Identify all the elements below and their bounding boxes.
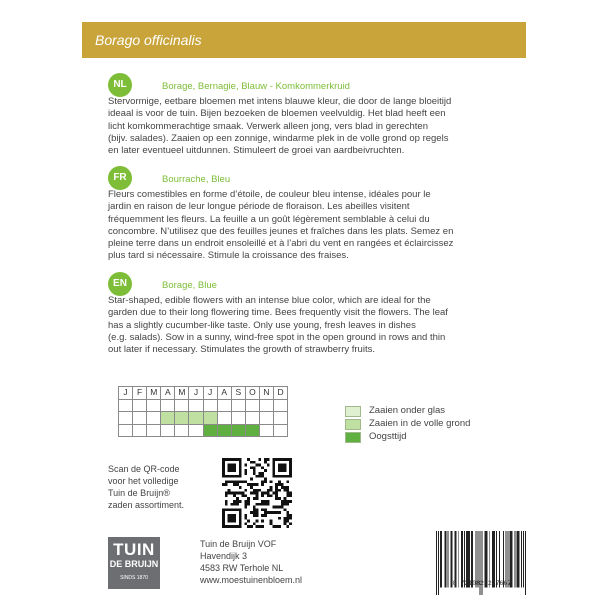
lang-name-nl: Borage, Bernagie, Blauw - Komkommerkruid — [162, 81, 350, 92]
month-header: J — [119, 387, 133, 400]
month-header: N — [259, 387, 273, 400]
address-city: 4583 RW Terhole NL — [200, 563, 284, 573]
calendar-cell — [189, 412, 203, 425]
month-header: J — [189, 387, 203, 400]
logo-line-1: TUIN — [113, 540, 155, 559]
calendar-cell — [274, 424, 288, 437]
lang-name-en: Borage, Blue — [162, 280, 217, 291]
month-header: A — [161, 387, 175, 400]
text-line: en later eventueel uitdunnen. Stimuleert de groei van aardbeivruchten. — [108, 145, 405, 157]
text-line: Tuin de Bruijn® — [108, 488, 170, 498]
calendar-cell — [147, 399, 161, 412]
calendar-cell — [231, 399, 245, 412]
legend-swatch — [345, 406, 361, 417]
calendar-cell — [259, 412, 273, 425]
logo-line-3: SINDS 1870 — [120, 575, 148, 581]
product-title-banner — [82, 22, 526, 58]
calendar-cell — [217, 412, 231, 425]
text-line: out later if necessary. Stimulates the growth of strawberry fruits. — [108, 344, 375, 356]
calendar-cell — [217, 424, 231, 437]
month-header: O — [245, 387, 259, 400]
calendar-cell — [231, 412, 245, 425]
lang-description-en — [108, 295, 528, 356]
website-link[interactable]: www.moestuinenbloem.nl — [200, 575, 303, 585]
calendar-cell — [189, 399, 203, 412]
calendar-cell — [259, 399, 273, 412]
calendar-cell — [147, 424, 161, 437]
calendar-cell — [203, 412, 217, 425]
sowing-calendar — [118, 386, 288, 437]
text-line: Star-shaped, edible flowers with an intense blue color, which are ideal for the — [108, 295, 431, 306]
calendar-cell — [119, 399, 133, 412]
calendar-cell — [175, 412, 189, 425]
company-name: Tuin de Bruijn VOF — [200, 539, 277, 549]
text-line: pleine terre dans un endroit ensoleillé et à l’abri du vent en rangées et éclaircissez — [108, 238, 454, 250]
calendar-cell — [274, 412, 288, 425]
qr-caption — [108, 463, 184, 511]
text-line: licht komkommerachtige smaak. Verwerk alleen jong, vers blad in gerechten — [108, 120, 428, 132]
address-street: Havendijk 3 — [200, 551, 248, 561]
calendar-cell — [245, 399, 259, 412]
calendar-cell — [175, 399, 189, 412]
calendar-cell — [231, 424, 245, 437]
text-line: voor het volledige — [108, 476, 179, 486]
calendar-cell — [161, 399, 175, 412]
calendar-cell — [161, 412, 175, 425]
company-address — [200, 538, 302, 586]
calendar-cell — [274, 399, 288, 412]
legend-label: Zaaien onder glas — [369, 405, 446, 416]
qr-code-icon[interactable] — [222, 458, 292, 528]
calendar-cell — [203, 424, 217, 437]
calendar-cell — [133, 412, 147, 425]
product-title: Borago officinalis — [95, 32, 202, 48]
calendar-cell — [203, 399, 217, 412]
legend-swatch — [345, 432, 361, 443]
text-line: garden due to their long flowering time. Bees frequently visit the flowers. The leaf — [108, 307, 448, 319]
text-line: (bijv. salades). Zaaien op een zonnige, windarme plek in de volle grond op regels — [108, 132, 449, 144]
calendar-cell — [161, 424, 175, 437]
calendar-cell — [259, 424, 273, 437]
lang-name-fr: Bourrache, Bleu — [162, 174, 231, 185]
legend-swatch — [345, 419, 361, 430]
text-line: Scan de QR-code — [108, 464, 180, 474]
calendar-cell — [189, 424, 203, 437]
text-line: Fleurs comestibles en forme d’étoile, de couleur bleu intense, idéales pour le — [108, 189, 431, 200]
legend-label: Oogsttijd — [369, 431, 407, 442]
lang-badge-nl: NL — [108, 73, 132, 97]
text-line: jardin en raison de leur longue période de floraison. Les abeilles visitent — [108, 201, 410, 213]
calendar-cell — [245, 424, 259, 437]
calendar-cell — [217, 399, 231, 412]
calendar-cell — [119, 424, 133, 437]
text-line: has a slightly cucumber-like taste. Only use young, fresh leaves in dishes — [108, 319, 416, 331]
legend-label: Zaaien in de volle grond — [369, 418, 471, 429]
lang-description-fr — [108, 189, 528, 263]
month-header: F — [133, 387, 147, 400]
month-header: D — [274, 387, 288, 400]
lang-badge-en: EN — [108, 272, 132, 296]
month-header: M — [175, 387, 189, 400]
text-line: concombre. N’utilisez que des feuilles jeunes et fraîches dans les plats. Semez en — [108, 225, 454, 237]
month-header: S — [231, 387, 245, 400]
text-line: fréquemment les fleurs. La feuille a un goût légèrement semblable à celui du — [108, 213, 430, 225]
text-line: zaden assortiment. — [108, 500, 185, 510]
month-header: M — [147, 387, 161, 400]
barcode-number: 8 721082 227667 — [452, 580, 512, 587]
text-line: ideaal is voor de tuin. Bijen bezoeken de bloemen veelvuldig. Het blad heeft een — [108, 108, 446, 120]
brand-logo — [108, 537, 160, 589]
text-line: Stervormige, eetbare bloemen met intens blauwe kleur, die door de lange bloeitijd — [108, 96, 452, 107]
calendar-cell — [147, 412, 161, 425]
calendar-cell — [133, 424, 147, 437]
calendar-cell — [119, 412, 133, 425]
month-header: J — [203, 387, 217, 400]
lang-description-nl — [108, 96, 528, 157]
text-line: plus tard si nécessaire. Stimule la croissance des fraises. — [108, 250, 349, 262]
calendar-cell — [245, 412, 259, 425]
calendar-cell — [175, 424, 189, 437]
lang-badge-fr: FR — [108, 166, 132, 190]
text-line: (e.g. salads). Sow in a sunny, wind-free spot in the open ground in rows and thin — [108, 331, 446, 343]
month-header: A — [217, 387, 231, 400]
logo-line-2: DE BRUIJN — [109, 559, 159, 569]
calendar-cell — [133, 399, 147, 412]
